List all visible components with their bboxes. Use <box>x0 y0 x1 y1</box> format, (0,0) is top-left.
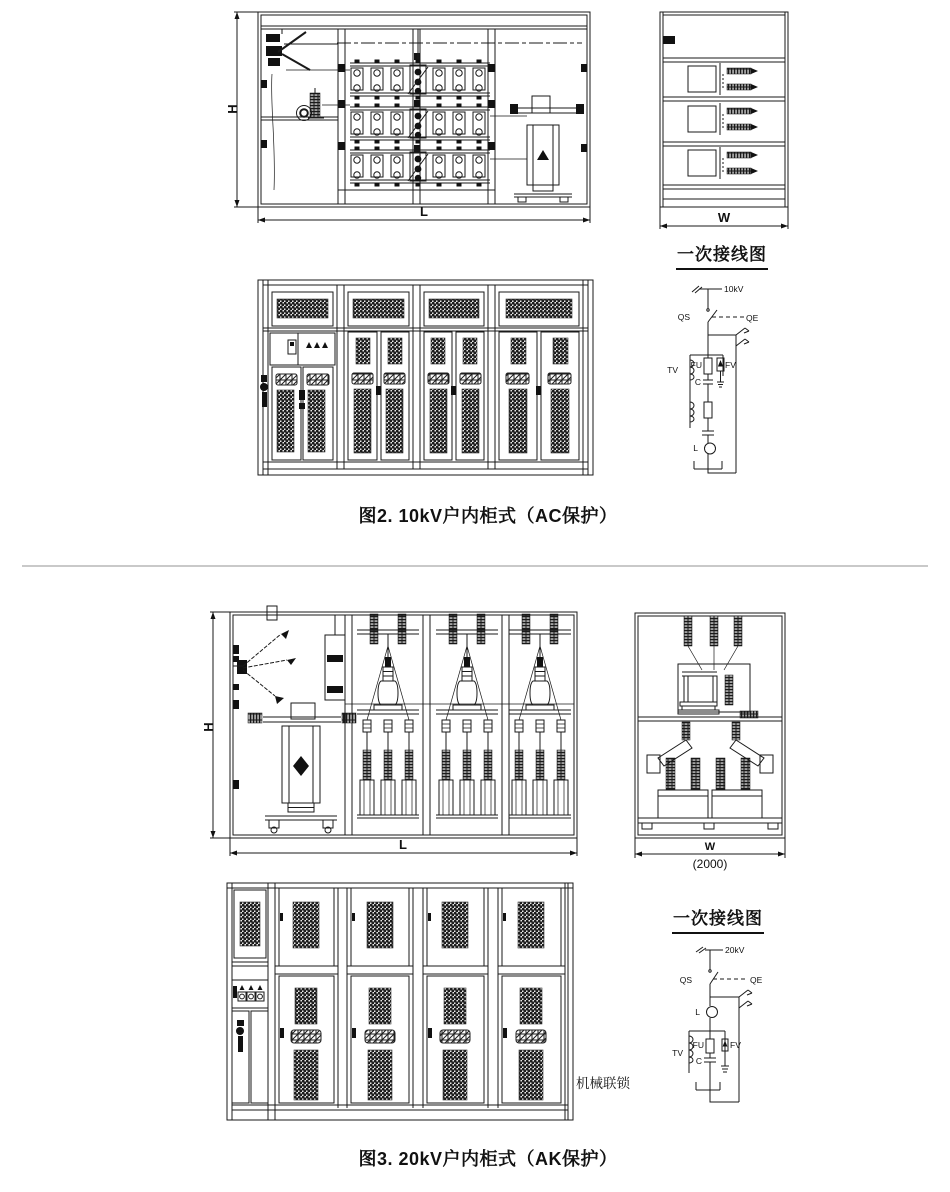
fig2-capacitor-bank <box>286 29 527 190</box>
fig3-voltage-label: 20kV <box>725 945 745 955</box>
fig3-dim-l-label: L <box>399 837 407 852</box>
fig2-tv-fu-fv-block <box>667 355 736 398</box>
fig3-control-panel <box>232 980 268 1008</box>
fig2-bay4-doors <box>499 332 579 460</box>
fig3-elevation-drawing <box>203 600 648 872</box>
fig3-tv-fu-fv-block <box>672 1031 741 1073</box>
fig2-fu-label: FU <box>690 360 702 370</box>
fig3-bay4 <box>423 888 488 1103</box>
fig3-dim-w-value: (2000) <box>692 857 728 871</box>
fig2-control-panel <box>270 333 335 365</box>
fig3-bay3 <box>347 888 413 1103</box>
fig2-bay2-doors <box>348 332 409 460</box>
fig3-dim-h-label: H <box>201 722 216 732</box>
fig2-dim-l-label: L <box>420 204 428 219</box>
fig2-elevation-drawing <box>226 4 608 236</box>
fig2-top-vents <box>272 292 579 326</box>
fig3-dim-width <box>635 838 785 871</box>
fig2-bay1-doors <box>260 367 333 460</box>
fig3-dim-length <box>230 837 577 856</box>
fig3-side-drawing <box>628 600 803 890</box>
fig3-voltage-transformer <box>248 703 356 833</box>
fig3-bay1-equipment <box>357 614 419 818</box>
fig3-bay2-equipment <box>436 614 498 818</box>
fig2-arrester <box>308 88 324 118</box>
fig2-tv-label: TV <box>667 365 678 375</box>
fig3-fv-label: FV <box>730 1040 741 1050</box>
fig3-side-transformer <box>678 672 719 714</box>
fig3-c-label: C <box>695 1056 702 1066</box>
fig3-cable-duct <box>325 615 345 700</box>
fig2-schematic-drawing <box>660 278 805 488</box>
fig2-c-label: C <box>694 377 701 387</box>
fig2-caption: 图2. 10kV户内柜式（AC保护） <box>358 506 618 526</box>
fig2-voltage-transformer <box>510 96 584 202</box>
fig3-qe-label: QE <box>750 975 763 985</box>
fig3-schematic-title: 一次接线图 <box>672 910 764 934</box>
fig3-disconnect-switch <box>233 630 296 704</box>
fig3-caption: 图3. 20kV户内柜式（AK保护） <box>358 1149 618 1169</box>
fig2-dim-h-label: H <box>225 104 240 114</box>
fig2-dim-width <box>660 207 788 229</box>
fig2-current-transformer <box>297 106 312 121</box>
section-divider <box>22 565 928 567</box>
fig2-dim-w-label: W <box>717 210 731 225</box>
fig3-fu-label: FU <box>692 1040 704 1050</box>
fig2-fv-label: FV <box>725 360 736 370</box>
fig3-tv-label: TV <box>672 1048 683 1058</box>
fig2-side-drawing <box>653 4 795 239</box>
fig2-door-handle <box>260 375 268 407</box>
fig2-schematic-title: 一次接线图 <box>676 246 768 270</box>
fig3-door-handle <box>236 1020 244 1052</box>
fig2-qs-label: QS <box>677 312 690 322</box>
fig3-side-arresters <box>658 758 762 818</box>
fig3-bay1 <box>232 890 268 1103</box>
fig2-bay3-doors <box>424 332 484 460</box>
fig3-bay3-equipment <box>509 614 571 818</box>
fig3-qs-label: QS <box>679 975 692 985</box>
fig3-front-view <box>220 878 582 1126</box>
fig2-dim-height <box>225 12 258 207</box>
fig3-bay5 <box>498 888 565 1103</box>
fig2-qe-label: QE <box>746 313 759 323</box>
fig2-front-view <box>250 272 600 484</box>
fig3-l-label: L <box>695 1007 700 1017</box>
fig2-voltage-label: 10kV <box>724 284 744 294</box>
fig3-bay2 <box>275 888 338 1103</box>
fig3-dim-w-label: W <box>704 841 716 853</box>
fig3-interlock-label: 机械联锁 <box>576 1076 630 1091</box>
fig3-schematic-drawing <box>653 940 805 1148</box>
fig3-dim-height <box>201 612 230 838</box>
fig2-l-label: L <box>693 443 698 453</box>
